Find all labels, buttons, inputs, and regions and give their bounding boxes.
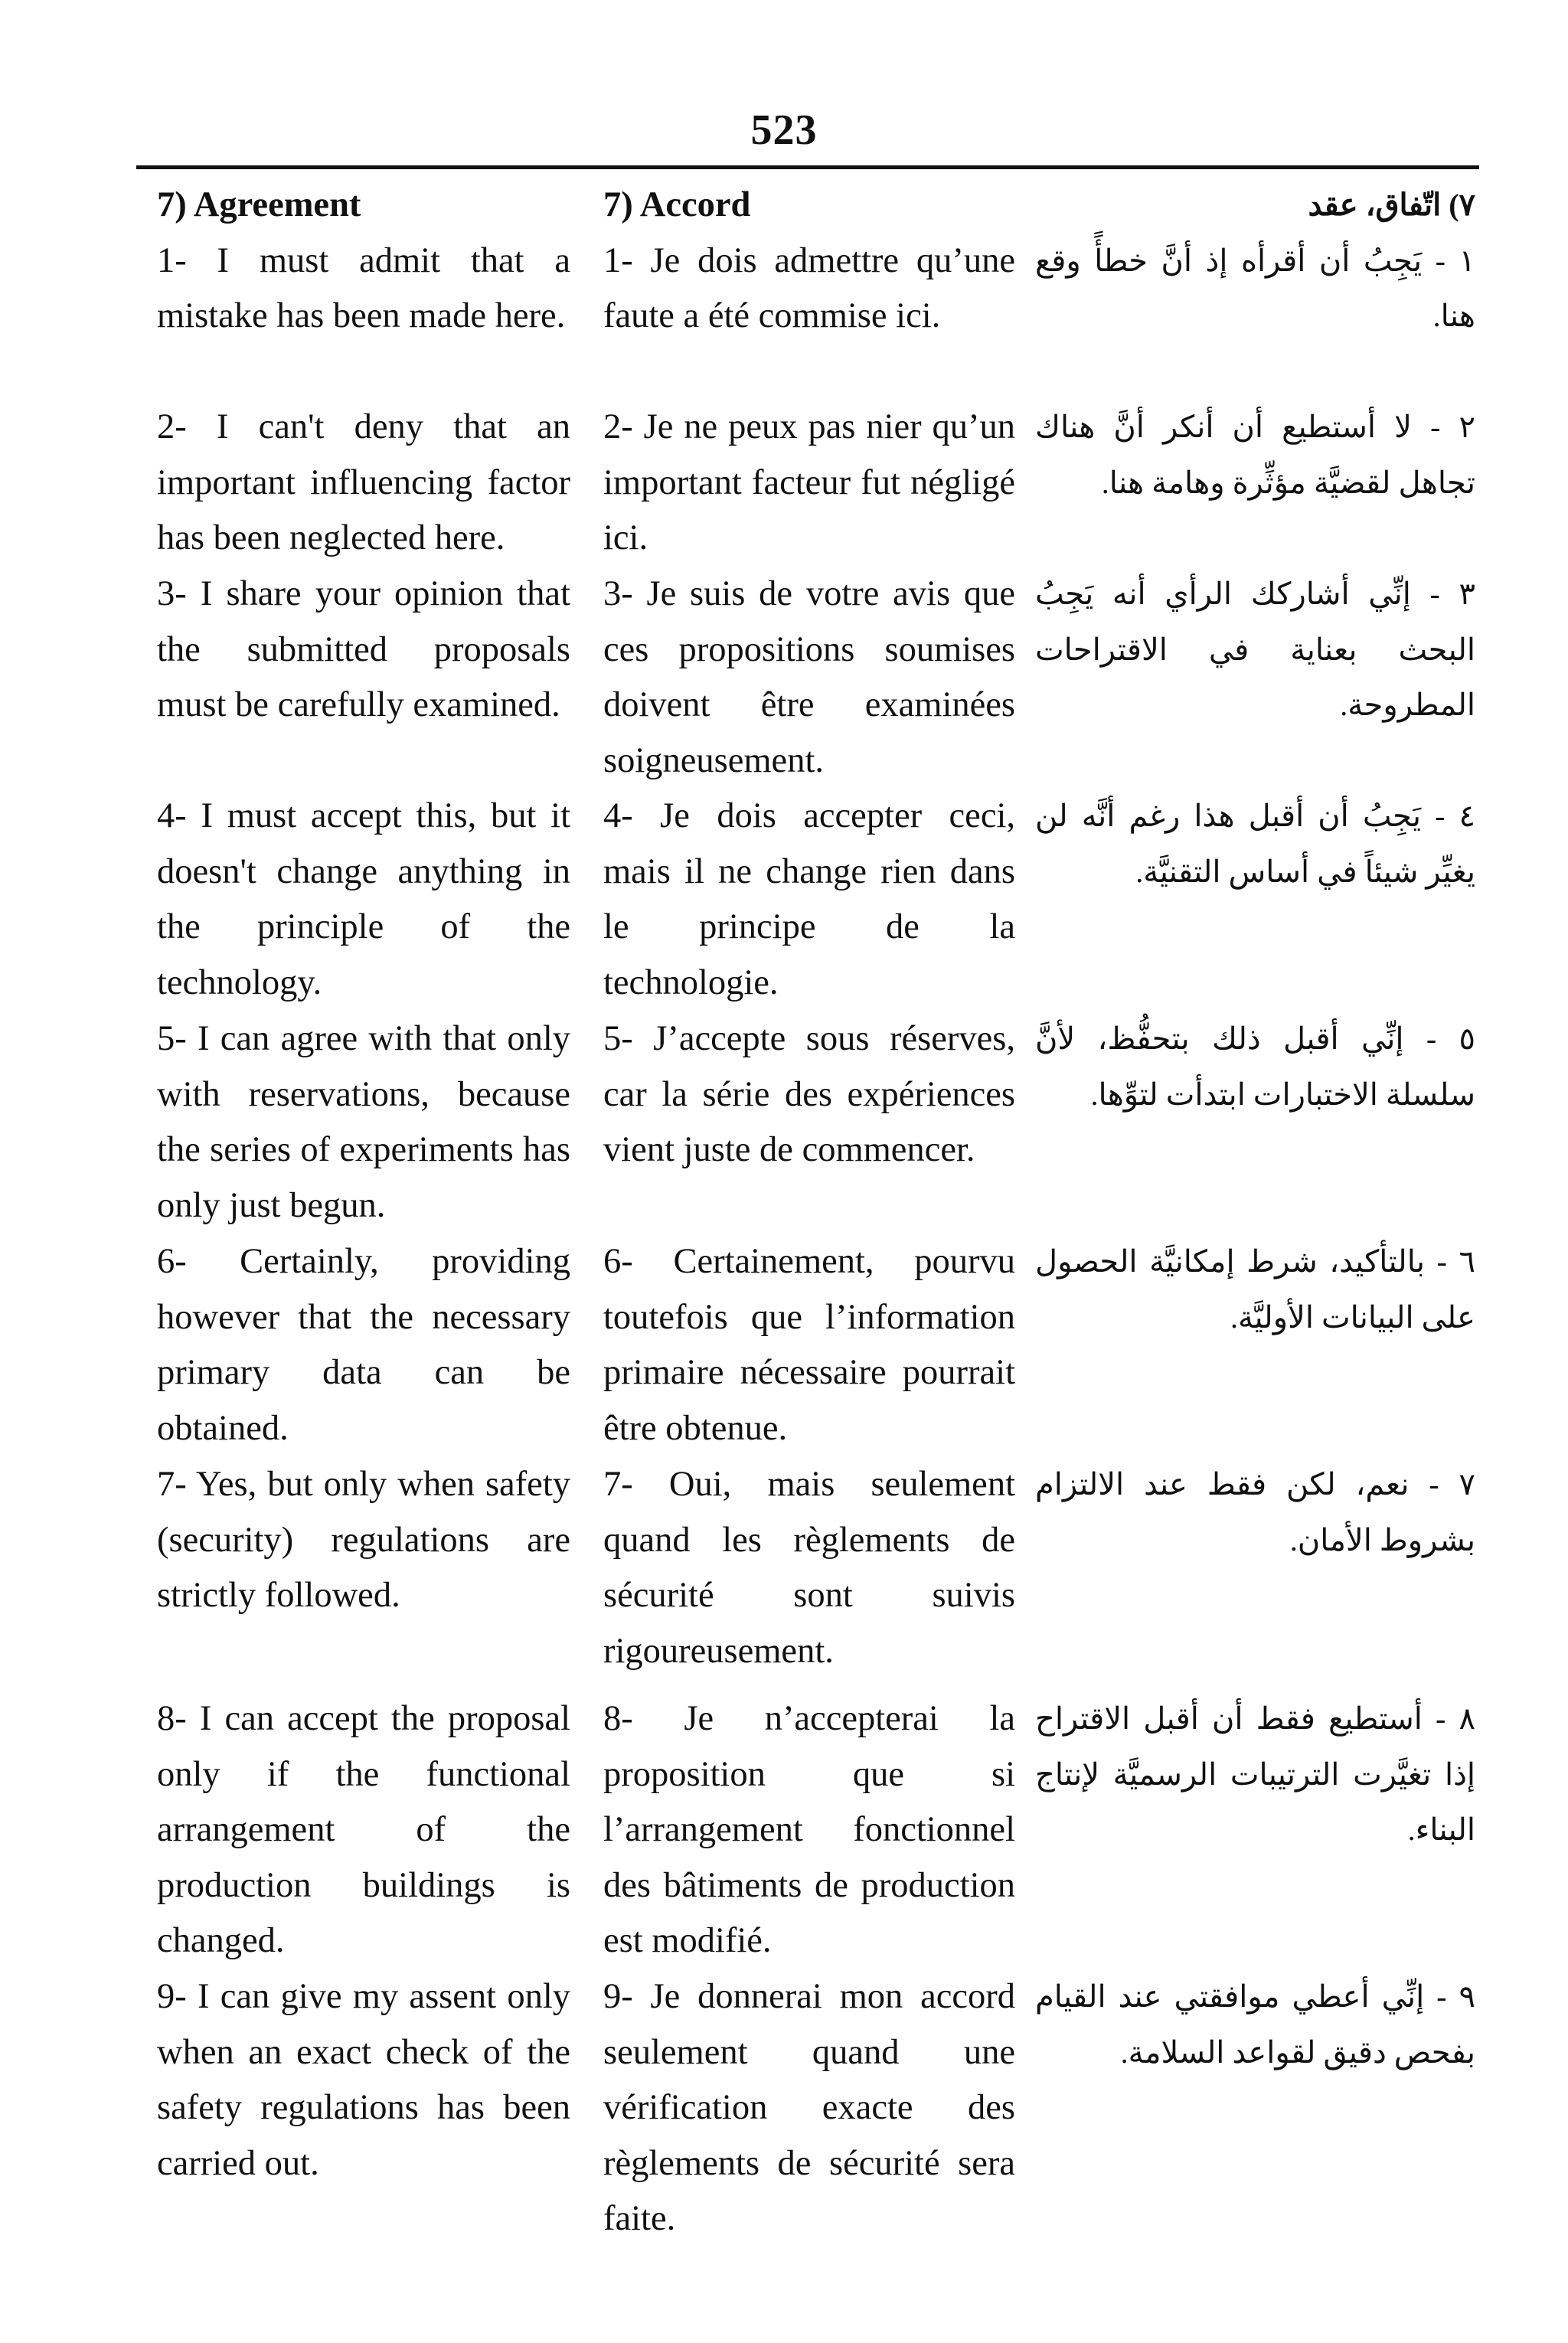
arabic-column [1035, 178, 1475, 2070]
french-column [603, 178, 1015, 2239]
page-number: 523 [750, 106, 818, 154]
english-item-9: 9- I can give my assent only when an exact check of the safety regulations has been carried out. [157, 1977, 570, 2183]
english-item-7: 7- Yes, but only when safety (security) regulations are strictly followed. [157, 1465, 570, 1616]
french-item-6: 6- Certainement, pourvu toutefois que l’information primaire nécessaire pourrait être obtenue. [603, 1242, 1015, 1448]
english-item-3: 3- I share your opinion that the submitted proposals must be carefully examined. [157, 574, 570, 725]
arabic-item-6: ٦ - بالتأكيد، شرط إمكانيَّة الحصول على البيانات الأوليَّة. [1035, 1244, 1475, 1335]
french-item-1: 1- Je dois admettre qu’une faute a été commise ici. [603, 240, 1015, 336]
arabic-heading: ٧) اتّفاق، عقد [1308, 188, 1475, 222]
french-item-7: 7- Oui, mais seulement quand les règlements de sécurité sont suivis rigoureusement. [603, 1465, 1015, 1671]
english-heading: 7) Agreement [157, 185, 361, 224]
english-item-8: 8- I can accept the proposal only if the functional arrangement of the production buildings is changed. [157, 1699, 570, 1961]
english-column [157, 178, 570, 2183]
french-item-9: 9- Je donnerai mon accord seulement quand une vérification exacte des règlements de sécurité sera faite. [603, 1977, 1015, 2239]
french-item-5: 5- J’accepte sous réserves, car la série des expériences vient juste de commencer. [603, 1019, 1015, 1170]
arabic-item-5: ٥ - إنِّي أقبل ذلك بتحفُّظ، لأنَّ سلسلة الاختبارات ابتدأت لتوِّها. [1035, 1021, 1475, 1112]
header-rule [136, 165, 1479, 169]
arabic-item-9: ٩ - إنِّي أعطي موافقتي عند القيام بفحص دقيق لقواعد السلامة. [1035, 1979, 1475, 2070]
arabic-item-1: ١ - يَجِبُ أن أقرأه إذ أنَّ خطأً وقع هنا. [1035, 243, 1475, 334]
english-item-5: 5- I can agree with that only with reservations, because the series of experiments has only just begun. [157, 1019, 570, 1225]
english-item-2: 2- I can't deny that an important influencing factor has been neglected here. [157, 407, 570, 558]
arabic-item-4: ٤ - يَجِبُ أن أقبل هذا رغم أنَّه لن يغيِّر شيئاً في أساس التقنيَّة. [1035, 799, 1475, 889]
french-item-2: 2- Je ne peux pas nier qu’un important facteur fut négligé ici. [603, 407, 1015, 558]
english-item-4: 4- I must accept this, but it doesn't change anything in the principle of the technology. [157, 796, 570, 1002]
french-item-4: 4- Je dois accepter ceci, mais il ne change rien dans le principe de la technologie. [603, 796, 1015, 1002]
arabic-item-2: ٢ - لا أستطيع أن أنكر أنَّ هناك تجاهل لقضيَّة مؤثِّرة وهامة هنا. [1035, 410, 1475, 500]
arabic-item-7: ٧ - نعم، لكن فقط عند الالتزام بشروط الأمان. [1035, 1467, 1475, 1557]
english-item-6: 6- Certainly, providing however that the necessary primary data can be obtained. [157, 1242, 570, 1448]
arabic-item-3: ٣ - إنِّي أشاركك الرأي أنه يَجِبُ البحث بعناية في الاقتراحات المطروحة. [1035, 577, 1475, 723]
french-item-3: 3- Je suis de votre avis que ces propositions soumises doivent être examinées soigneusement. [603, 574, 1015, 780]
french-item-8: 8- Je n’accepterai la proposition que si l’arrangement fonctionnel des bâtiments de production est modifié. [603, 1699, 1015, 1961]
arabic-item-8: ٨ - أستطيع فقط أن أقبل الاقتراح إذا تغيَّرت الترتيبات الرسميَّة لإنتاج البناء. [1035, 1701, 1475, 1848]
french-heading: 7) Accord [603, 185, 751, 224]
english-item-1: 1- I must admit that a mistake has been made here. [157, 240, 570, 336]
